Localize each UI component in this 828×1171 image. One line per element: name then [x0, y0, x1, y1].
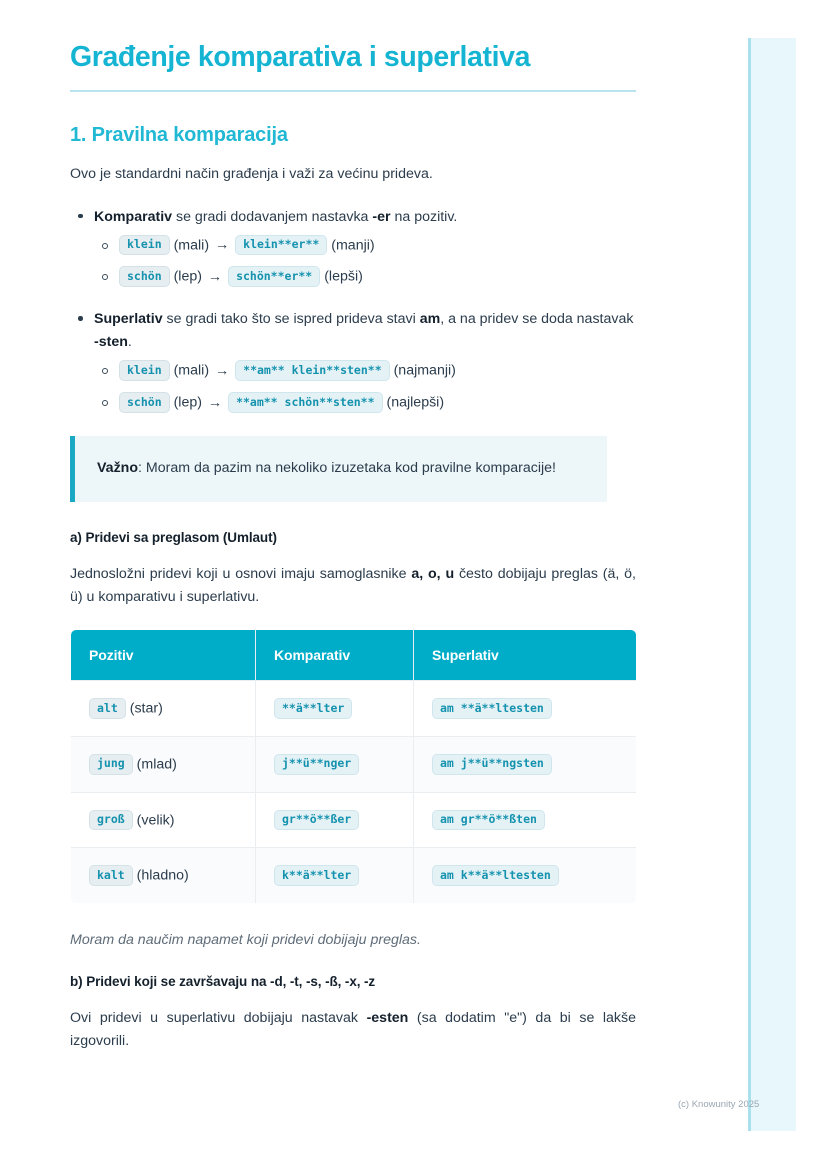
code-base: schön — [119, 392, 170, 413]
code-comparative: j**ü**nger — [274, 754, 359, 775]
code-result: klein**er** — [235, 235, 327, 256]
code-comparative: gr**ö**ßer — [274, 810, 359, 831]
rule-comparative — [94, 206, 636, 289]
intro-paragraph: Ovo je standardni način građenja i važi za većinu prideva. — [70, 165, 433, 182]
code-superlative: am **ä**ltesten — [432, 698, 552, 719]
callout-text — [97, 456, 583, 480]
subsection-b-paragraph — [70, 1007, 636, 1053]
rule-superlative-rest: se gradi tako što se ispred prideva stavi — [162, 311, 420, 328]
arrow-icon: → — [207, 394, 223, 411]
bullet-ring-icon — [102, 274, 108, 280]
table-header-komparativ: Komparativ — [256, 630, 414, 681]
section-heading-1: 1. Pravilna komparacija — [70, 123, 288, 146]
code-positive: kalt — [89, 865, 133, 886]
bullet-dot-icon — [78, 316, 83, 321]
cell-pozitiv — [71, 736, 256, 792]
subsection-b-heading: b) Pridevi koji se završavaju na -d, -t, -s, -ß, -x, -z — [70, 974, 376, 990]
cell-komparativ — [256, 792, 414, 848]
example-item — [119, 266, 636, 288]
cell-pozitiv — [71, 681, 256, 737]
note-after-table: Moram da naučim napamet koji pridevi dobijaju preglas. — [70, 932, 421, 949]
cell-superlativ — [414, 848, 637, 904]
gloss-base: (mali) — [173, 362, 210, 379]
comparative-examples — [94, 235, 636, 289]
gloss-positive: (velik) — [136, 812, 175, 829]
gloss-positive: (mlad) — [136, 756, 177, 773]
table-header-row — [71, 630, 637, 681]
gloss-result: (najlepši) — [386, 394, 445, 411]
arrow-icon: → — [215, 362, 230, 379]
gloss-base: (mali) — [173, 237, 210, 254]
code-comparative: k**ä**lter — [274, 865, 359, 886]
arrow-icon: → — [215, 237, 230, 254]
table-header-pozitiv: Pozitiv — [71, 630, 256, 681]
cell-komparativ — [256, 848, 414, 904]
rules-list — [70, 206, 636, 414]
example-item — [119, 235, 636, 257]
code-result: schön**er** — [228, 266, 320, 287]
rule-comparative-text — [94, 209, 457, 225]
subsection-b-part1: Ovi pridevi u superlativu dobijaju nastavak — [70, 1010, 367, 1027]
table-row — [71, 848, 637, 904]
rule-comparative-tail: na pozitiv. — [390, 208, 458, 225]
table-row — [71, 736, 637, 792]
subsection-a-part2: često dobijaju preglas (ä, ö, ü) u komparativu i superlativu. — [70, 566, 636, 606]
gloss-positive: (hladno) — [136, 867, 189, 884]
code-positive: groß — [89, 810, 133, 831]
code-result: **am** klein**sten** — [235, 360, 389, 381]
arrow-icon: → — [207, 268, 223, 285]
example-item — [119, 392, 636, 414]
rule-comparative-rest: se gradi dodavanjem nastavka — [172, 208, 373, 225]
document-page — [70, 0, 636, 1053]
table-row — [71, 681, 637, 737]
umlaut-table — [70, 629, 637, 904]
code-base: klein — [119, 360, 170, 381]
gloss-result: (najmanji) — [393, 362, 456, 379]
rule-superlative-lead: Superlativ — [94, 311, 163, 328]
code-base: klein — [119, 235, 170, 256]
gloss-base: (lep) — [173, 268, 202, 285]
title-divider — [70, 90, 636, 92]
gloss-positive: (star) — [129, 700, 163, 717]
code-superlative: am gr**ö**ßten — [432, 810, 545, 831]
gloss-result: (manji) — [331, 237, 375, 254]
code-result: **am** schön**sten** — [228, 392, 382, 413]
bullet-ring-icon — [102, 243, 108, 249]
gloss-base: (lep) — [173, 394, 202, 411]
right-side-panel — [748, 38, 796, 1131]
bullet-ring-icon — [102, 400, 108, 406]
subsection-a-part1: Jednosložni pridevi koji u osnovi imaju samoglasnike — [70, 566, 412, 583]
cell-pozitiv — [71, 848, 256, 904]
cell-superlativ — [414, 736, 637, 792]
code-positive: alt — [89, 698, 126, 719]
code-base: schön — [119, 266, 170, 287]
rule-comparative-lead: Komparativ — [94, 208, 173, 225]
bullet-ring-icon — [102, 368, 108, 374]
table-header-superlativ: Superlativ — [414, 630, 637, 681]
rule-superlative-suffix: -sten — [94, 334, 128, 351]
footer-copyright: (c) Knowunity 2025 — [678, 1099, 760, 1110]
important-callout — [70, 436, 607, 502]
code-comparative: **ä**lter — [274, 698, 352, 719]
rule-comparative-suffix: -er — [372, 208, 391, 225]
code-superlative: am k**ä**ltesten — [432, 865, 559, 886]
page-title: Građenje komparativa i superlativa — [70, 41, 531, 73]
superlative-examples — [94, 360, 636, 414]
cell-komparativ — [256, 681, 414, 737]
subsection-a-heading: a) Pridevi sa preglasom (Umlaut) — [70, 530, 277, 546]
callout-label: Važno — [97, 459, 138, 476]
callout-body: Moram da pazim na nekoliko izuzetaka kod pravilne komparacije! — [145, 459, 556, 476]
cell-superlativ — [414, 792, 637, 848]
code-superlative: am j**ü**ngsten — [432, 754, 552, 775]
subsection-a-paragraph — [70, 563, 636, 609]
example-item — [119, 360, 636, 382]
rule-superlative-text — [94, 311, 633, 350]
cell-superlativ — [414, 681, 637, 737]
bullet-dot-icon — [78, 214, 83, 219]
rule-superlative-am: am — [419, 311, 441, 328]
rule-superlative-tail: . — [127, 334, 132, 351]
subsection-a-vowels: a, o, u — [411, 566, 455, 583]
gloss-result: (lepši) — [324, 268, 363, 285]
rule-superlative — [94, 308, 636, 414]
cell-komparativ — [256, 736, 414, 792]
callout-separator: : — [138, 459, 146, 476]
code-positive: jung — [89, 754, 133, 775]
cell-pozitiv — [71, 792, 256, 848]
subsection-b-part2: (sa dodatim "e") da bi se lakše izgovorili. — [70, 1010, 636, 1050]
subsection-b-suffix: -esten — [366, 1010, 409, 1027]
rule-superlative-mid: , a na pridev se doda nastavak — [440, 311, 634, 328]
table-row — [71, 792, 637, 848]
